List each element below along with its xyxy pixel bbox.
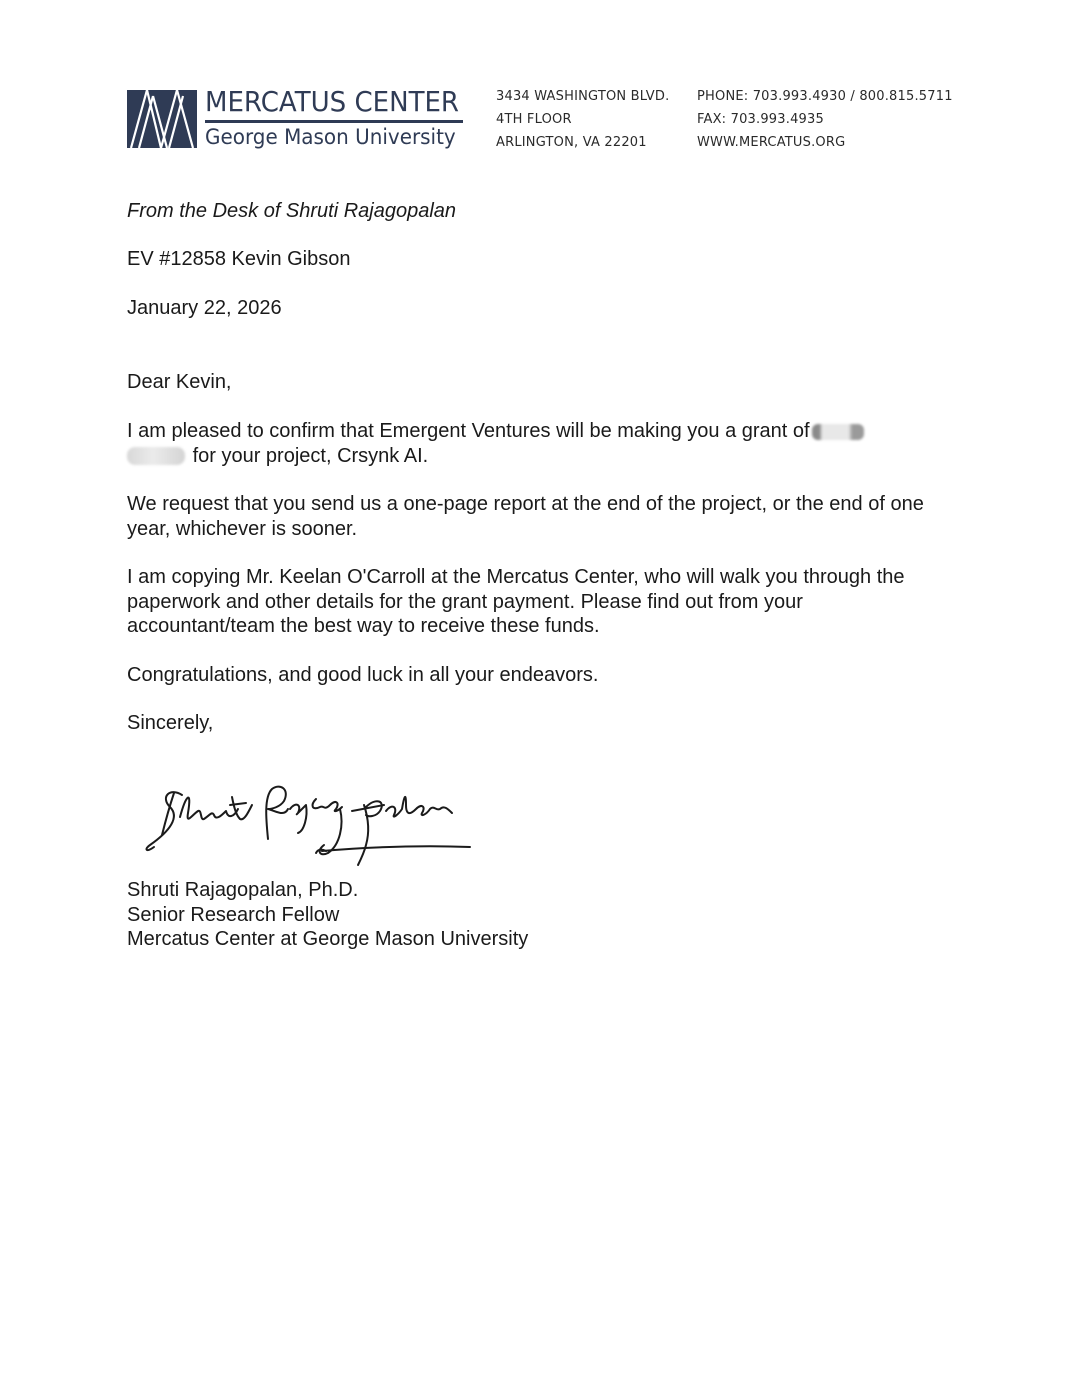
contact-phone: PHONE: 703.993.4930 / 800.815.5711 <box>697 89 953 104</box>
letter-date: January 22, 2026 <box>127 297 282 319</box>
logo-title: MERCATUS CENTER <box>205 85 460 118</box>
logo-wordmark <box>205 86 467 151</box>
redacted-amount <box>812 424 864 440</box>
paragraph-grant-end: for your project, Crsynk AI. <box>192 444 429 467</box>
contact-fax: FAX: 703.993.4935 <box>697 112 824 127</box>
signer-name: Shruti Rajagopalan, Ph.D. <box>127 879 359 901</box>
salutation: Dear Kevin, <box>127 371 232 393</box>
address-floor: 4TH FLOOR <box>496 112 572 127</box>
logo-subtitle: George Mason University <box>205 125 456 149</box>
mercatus-logo-icon <box>127 90 197 148</box>
contact-info <box>697 88 953 157</box>
address-city: ARLINGTON, VA 22201 <box>496 135 647 150</box>
redacted-amount-continued <box>127 447 185 465</box>
letterhead <box>127 86 957 156</box>
paragraph-grant <box>127 419 947 468</box>
closing: Sincerely, <box>127 712 214 734</box>
paragraph-paperwork: I am copying Mr. Keelan O'Carroll at the Mercatus Center, who will walk you through the paperwork and other details for the grant payment. Please find out from your accountant/team the best way to receive these funds. <box>127 566 905 637</box>
handwritten-signature <box>140 775 480 870</box>
signer-organization: Mercatus Center at George Mason University <box>127 928 529 950</box>
paragraph-congratulations: Congratulations, and good luck in all your endeavors. <box>127 664 599 686</box>
signature-block <box>127 878 947 952</box>
reference-line: EV #12858 Kevin Gibson <box>127 248 351 270</box>
signer-title: Senior Research Fellow <box>127 903 340 926</box>
paragraph-grant-start: I am pleased to confirm that Emergent Ventures will be making you a grant of <box>127 420 810 442</box>
from-line: From the Desk of Shruti Rajagopalan <box>127 200 457 222</box>
paragraph-report: We request that you send us a one-page report at the end of the project, or the end of one year, whichever is sooner. <box>127 493 924 540</box>
contact-website: WWW.MERCATUS.ORG <box>697 135 846 150</box>
address-street: 3434 WASHINGTON BLVD. <box>496 89 670 104</box>
mailing-address <box>496 88 669 157</box>
